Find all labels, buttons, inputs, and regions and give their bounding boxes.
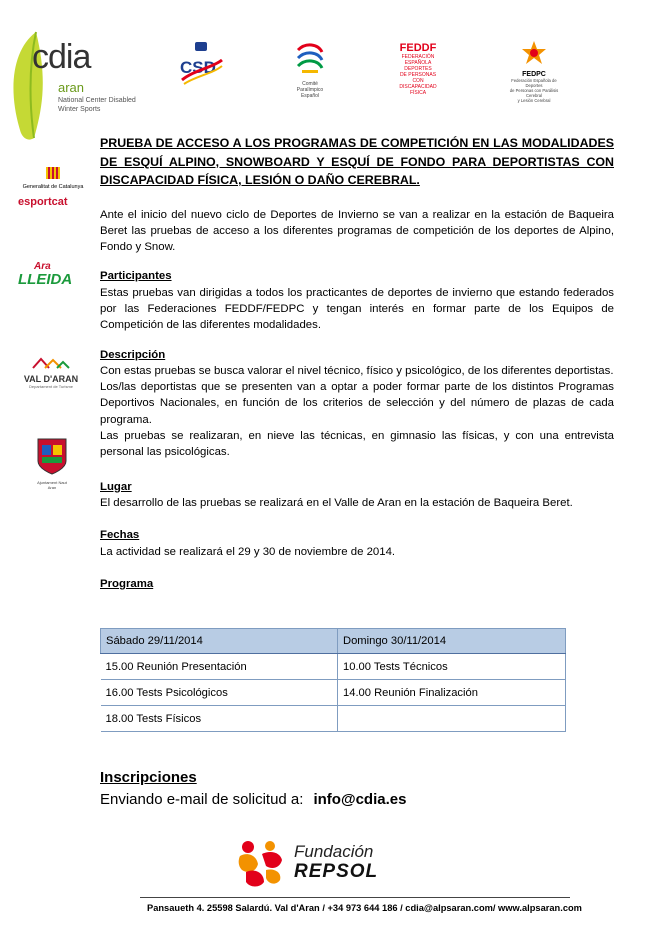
esportcat-logo: esportcat [18, 196, 68, 208]
fundacion-text: Fundación [294, 842, 374, 861]
fedpc-text: y Lesión Cerebral [517, 98, 551, 103]
fechas-paragraph: La actividad se realizará el 29 y 30 de noviembre de 2014. [100, 545, 396, 558]
email-link[interactable]: info@cdia.es [313, 791, 407, 808]
feddf-text: DEPORTES [404, 66, 432, 72]
lugar-heading: Lugar [100, 480, 132, 493]
fechas-heading: Fechas [100, 529, 140, 542]
feddf-text: DISCAPACIDAD [399, 84, 437, 90]
lleida-ara: Ara [34, 261, 51, 272]
table-cell: 10.00 Tests Técnicos [338, 654, 566, 680]
fedpc-star-icon [520, 40, 548, 66]
cpe-text: Comité [302, 81, 318, 87]
fedpc-text: de Personas con Parálisis Cerebral [509, 88, 559, 98]
table-row [101, 654, 566, 680]
inscripciones-section [100, 767, 406, 811]
repsol-figures-icon [236, 838, 292, 890]
intro-paragraph: Ante el inicio del nuevo ciclo de Deportes de Invierno se van a realizar en la estación de Baqueira Beret las pruebas de acceso a los diferentes programas de competición de los deportes de Alpino, Fondo y Snow. [100, 208, 614, 254]
fedpc-name: FEDPC [522, 71, 546, 78]
valdaran-sub: Departament de Turisme [28, 384, 74, 389]
fedpc-text: Federación Española de Deportes [511, 78, 557, 88]
coat-of-arms-icon [36, 437, 68, 475]
mountains-icon [31, 357, 71, 369]
document-body [100, 134, 614, 592]
descripcion-heading: Descripción [100, 348, 166, 361]
repsol-text: REPSOL [294, 861, 379, 882]
cpe-text: Paralímpico [296, 87, 324, 93]
svg-text:CSD: CSD [180, 58, 216, 77]
footer-divider [140, 897, 570, 898]
feddf-text: DE PERSONAS CON [399, 72, 437, 84]
table-header: Domingo 30/11/2014 [338, 629, 566, 654]
feddf-text: ESPAÑOLA [404, 60, 432, 66]
cdia-tagline: Winter Sports [58, 106, 101, 113]
table-cell: 14.00 Reunión Finalización [338, 680, 566, 706]
cdia-wordmark: cdia [32, 38, 91, 76]
valdaran-word: VAL D'ARAN [23, 374, 79, 384]
valdaran-logo [18, 356, 84, 389]
table-row [101, 680, 566, 706]
generalitat-logo [18, 166, 88, 190]
participantes-heading: Participantes [100, 270, 172, 283]
inscripciones-text: Enviando e-mail de solicitud a: [100, 791, 304, 808]
feddf-text: FEDERACIÓN [401, 54, 435, 60]
repsol-logo [236, 838, 396, 890]
ajuntament-text: Ajuntament Naut Aran [37, 480, 67, 490]
generalitat-text: Generalitat de Catalunya [22, 184, 84, 190]
descripcion-paragraph: Los/las deportistas que se presenten van a optar a poder formar parte de los distintos Programas Deportivos Nacionales, en función de los criterios de selección y del número de plazas de cada programa. [100, 381, 614, 426]
cpe-text: Español [300, 93, 320, 99]
table-header-row [101, 629, 566, 654]
csd-emblem-icon [178, 40, 224, 86]
feddf-name: FEDDF [399, 42, 437, 54]
feddf-text: FÍSICA [409, 90, 427, 96]
programa-heading: Programa [100, 577, 154, 590]
table-row [101, 706, 566, 732]
cdia-tagline: National Center Disabled [58, 97, 136, 104]
lleida-logo [18, 262, 82, 288]
participantes-paragraph: Estas pruebas van dirigidas a todos los practicantes de deportes de invierno que estando federados por las Federaciones FEDDF/FEDPC y tengan interés en formar parte de los Equipos de Competición de las diferentes modalidades. [100, 286, 614, 332]
inscripciones-line [100, 789, 406, 811]
paralympic-icon [292, 40, 328, 76]
table-cell [338, 706, 566, 732]
csd-logo [178, 40, 224, 91]
cdia-logo [8, 30, 138, 140]
cpe-logo [278, 40, 342, 99]
table-cell: 15.00 Reunión Presentación [101, 654, 338, 680]
footer-address: Pansaueth 4. 25598 Salardú. Val d'Aran / +34 973 644 186 / cdia@alpsaran.com/ www.alpsaran.com [147, 903, 582, 913]
descripcion-paragraph: Las pruebas se realizaran, en nieve las técnicas, en gimnasio las físicas, y con una entrevista personal las psicológicas. [100, 430, 614, 459]
document-title: PRUEBA DE ACCESO A LOS PROGRAMAS DE COMPETICIÓN EN LAS MODALIDADES DE ESQUÍ ALPINO, SNOWBOARD Y ESQUÍ DE FONDO PARA DEPORTISTAS CON DISCAPACIDAD FÍSICA, LESIÓN O DAÑO CEREBRAL. [100, 136, 614, 187]
fedpc-logo [503, 40, 565, 103]
table-header: Sábado 29/11/2014 [101, 629, 338, 654]
lugar-paragraph: El desarrollo de las pruebas se realizará en el Valle de Aran en la estación de Baqueira Beret. [100, 496, 573, 509]
table-cell: 16.00 Tests Psicológicos [101, 680, 338, 706]
ajuntament-logo [34, 437, 70, 490]
generalitat-flag-icon [46, 167, 60, 179]
table-cell: 18.00 Tests Físicos [101, 706, 338, 732]
descripcion-paragraph: Con estas pruebas se busca valorar el nivel técnico, físico y psicológico, de los diferentes deportistas. [100, 364, 614, 377]
cdia-sub: aran [58, 80, 85, 95]
feddf-logo [396, 42, 440, 96]
lleida-word: LLEIDA [18, 271, 73, 288]
inscripciones-heading: Inscripciones [100, 769, 197, 786]
schedule-table [100, 628, 566, 732]
